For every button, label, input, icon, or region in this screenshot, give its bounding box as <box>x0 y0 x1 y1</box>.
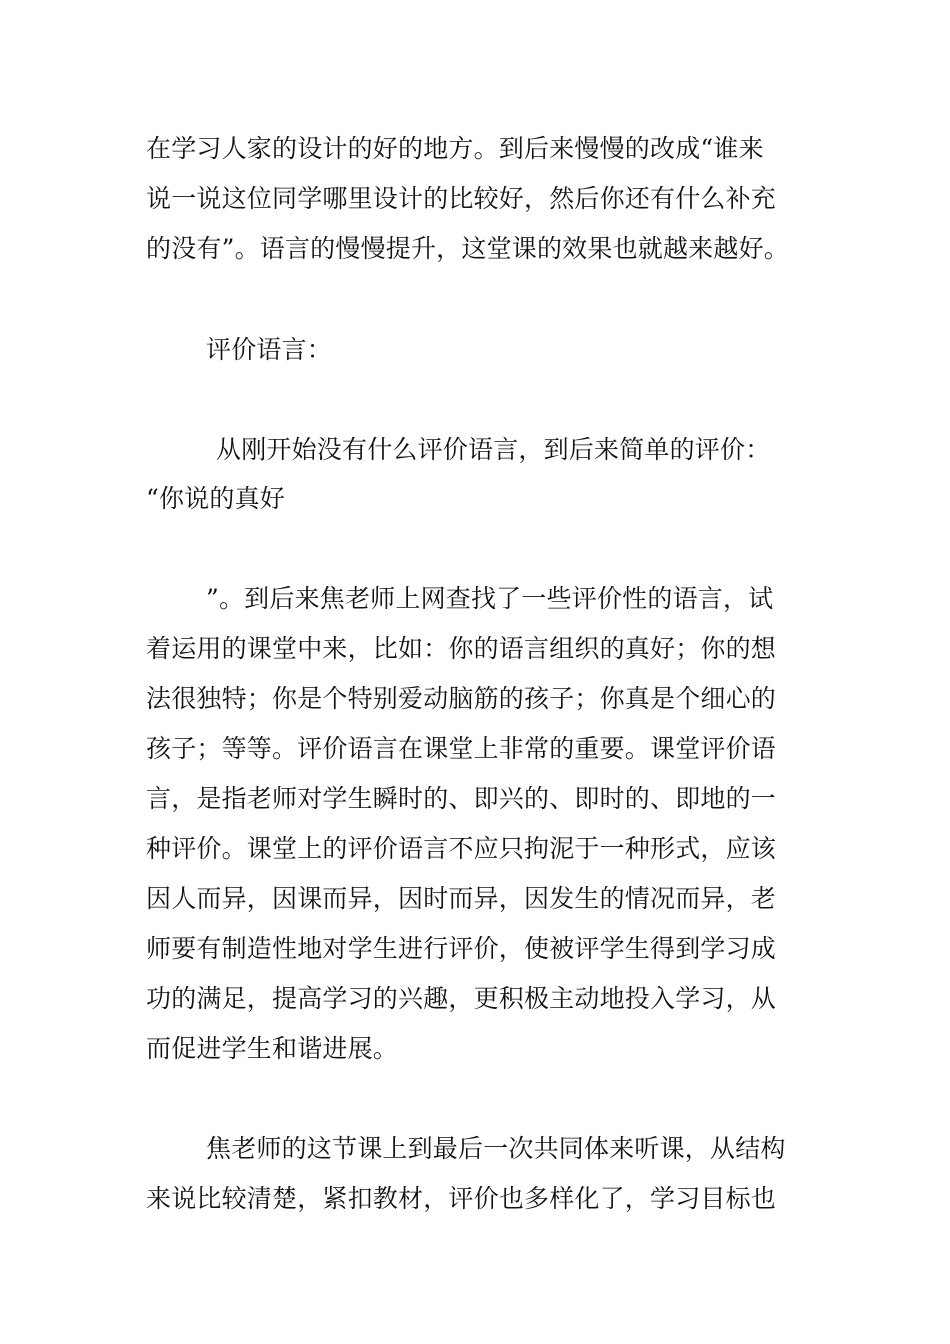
paragraph-3-line-1: 从刚开始没有什么评价语言，到后来简单的评价： <box>216 435 771 464</box>
paragraph-4-line-9: 功的满足，提高学习的兴趣，更积极主动地投入学习，从 <box>146 984 777 1013</box>
paragraph-4-line-7: 因人而异，因课而异，因时而异，因发生的情况而异，老 <box>146 884 777 913</box>
paragraph-4-line-4: 孩子；等等。评价语言在课堂上非常的重要。课堂评价语 <box>146 734 777 763</box>
paragraph-1-line-1: 在学习人家的设计的好的地方。到后来慢慢的改成“谁来 <box>146 134 764 163</box>
paragraph-1-line-2: 说一说这位同学哪里设计的比较好，然后你还有什么补充 <box>146 184 777 213</box>
paragraph-4-line-3: 法很独特；你是个特别爱动脑筋的孩子；你真是个细心的 <box>146 684 777 713</box>
paragraph-4-line-2: 着运用的课堂中来，比如：你的语言组织的真好；你的想 <box>146 634 777 663</box>
paragraph-4-line-8: 师要有制造性地对学生进行评价，使被评学生得到学习成 <box>146 934 777 963</box>
paragraph-4-line-6: 种评价。课堂上的评价语言不应只拘泥于一种形式，应该 <box>146 834 777 863</box>
paragraph-4-line-1: ”。到后来焦老师上网查找了一些评价性的语言，试 <box>206 584 774 613</box>
paragraph-4-line-10: 而促进学生和谐进展。 <box>146 1034 399 1063</box>
paragraph-3-line-2: “你说的真好 <box>146 484 285 513</box>
paragraph-5-line-1: 焦老师的这节课上到最后一次共同体来听课，从结构 <box>206 1134 786 1163</box>
paragraph-4-line-5: 言，是指老师对学生瞬时的、即兴的、即时的、即地的一 <box>146 784 777 813</box>
paragraph-5-line-2: 来说比较清楚，紧扣教材，评价也多样化了，学习目标也 <box>146 1184 777 1213</box>
paragraph-1-line-3: 的没有”。语言的慢慢提升，这堂课的效果也就越来越好。 <box>146 234 789 263</box>
section-heading: 评价语言： <box>206 335 333 364</box>
